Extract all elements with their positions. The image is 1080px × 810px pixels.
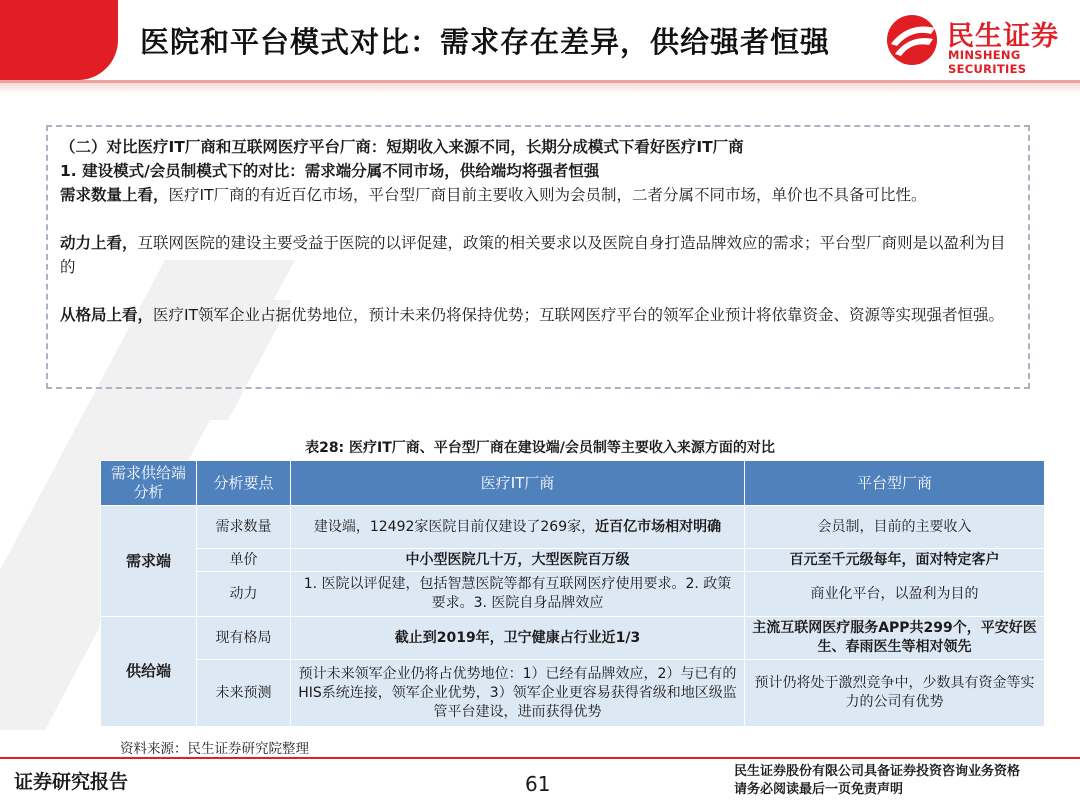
header-shadow [0,83,1080,93]
summary-paragraph-motivation [60,231,1016,279]
page-number: 61 [525,772,551,796]
it-vendor-cell: 中小型医院几十万，大型医院百万级 [291,549,745,572]
header-cell: 医疗IT厂商 [291,461,745,506]
disclaimer-line: 民生证券股份有限公司具备证券投资咨询业务资格 [734,764,1021,779]
paragraph-lead: 从格局上看， [60,306,154,324]
disclaimer-line: 请务必阅读最后一页免责声明 [734,782,904,797]
it-vendor-cell [291,506,745,549]
table-row [101,660,1045,727]
summary-paragraph-demand [60,183,1016,207]
company-logo [885,12,1075,76]
footer-divider [0,757,1080,759]
group-label-supply: 供给端 [101,617,197,727]
header-cell: 平台型厂商 [745,461,1045,506]
header-cell: 需求供给端分析 [101,461,197,506]
table-row [101,549,1045,572]
analysis-point: 未来预测 [197,660,291,727]
table-header-row [101,461,1045,506]
table-row [101,572,1045,617]
table-row [101,506,1045,549]
analysis-point: 单价 [197,549,291,572]
summary-box [46,125,1030,389]
analysis-point: 动力 [197,572,291,617]
table-caption: 表28: 医疗IT厂商、平台型厂商在建设端/会员制等主要收入来源方面的对比 [305,440,775,456]
paragraph-text: 医疗IT厂商的有近百亿市场，平台型厂商目前主要收入则为会员制，二者分属不同市场，单价也不具备可比性。 [168,186,927,204]
analysis-point: 现有格局 [197,617,291,660]
platform-cell: 百元至千元级每年，面对特定客户 [745,549,1045,572]
analysis-point: 需求数量 [197,506,291,549]
logo-chinese-name: 民生证券 [947,21,1059,52]
cell-text: 建设端，12492家医院目前仅建设了269家， [313,518,596,535]
page-title: 医院和平台模式对比：需求存在差异，供给强者恒强 [140,25,831,59]
paragraph-text: 互联网医院的建设主要受益于医院的以评促建，政策的相关要求以及医院自身打造品牌效应的需求；平台型厂商则是以盈利为目的 [60,234,1006,276]
table-row [101,617,1045,660]
it-vendor-cell: 预计未来领军企业仍将占优势地位：1）已经有品牌效应，2）与已有的HIS系统连接，领军企业优势，3）领军企业更容易获得省级和地区级监管平台建设，进而获得优势 [291,660,745,727]
comparison-table [100,460,1045,727]
report-type-label: 证券研究报告 [14,771,129,793]
header-red-tab [0,0,118,80]
platform-cell: 预计仍将处于激烈竞争中，少数具有资金等实力的公司有优势 [745,660,1045,727]
it-vendor-cell: 1. 医院以评促建，包括智慧医院等都有互联网医疗使用要求。2. 政策要求。3. 医院自身品牌效应 [291,572,745,617]
paragraph-text: 医疗IT领军企业占据优势地位，预计未来仍将保持优势；互联网医疗平台的领军企业预计将依靠资金、资源等实现强者恒强。 [153,306,1005,324]
paragraph-lead: 动力上看， [60,234,138,252]
platform-cell: 会员制，目前的主要收入 [745,506,1045,549]
group-label-demand: 需求端 [101,506,197,617]
table-source: 资料来源：民生证券研究院整理 [120,741,309,757]
disclaimer-block [734,763,1020,799]
it-vendor-cell: 截止到2019年，卫宁健康占行业近1/3 [291,617,745,660]
platform-cell: 商业化平台，以盈利为目的 [745,572,1045,617]
paragraph-lead: 需求数量上看， [60,186,169,204]
platform-cell: 主流互联网医疗服务APP共299个，平安好医生、春雨医生等相对领先 [745,617,1045,660]
summary-heading: （二）对比医疗IT厂商和互联网医疗平台厂商：短期收入来源不同，长期分成模式下看好医疗IT厂商 [60,138,744,156]
logo-english-name: MINSHENG SECURITIES [948,48,1027,76]
summary-subheading: 1. 建设模式/会员制模式下的对比：需求端分属不同市场，供给端均将强者恒强 [60,162,600,180]
summary-paragraph-landscape [60,303,1016,327]
header-cell: 分析要点 [197,461,291,506]
cell-text-bold: 近百亿市场相对明确 [595,518,722,535]
minsheng-logo-icon [885,14,941,66]
